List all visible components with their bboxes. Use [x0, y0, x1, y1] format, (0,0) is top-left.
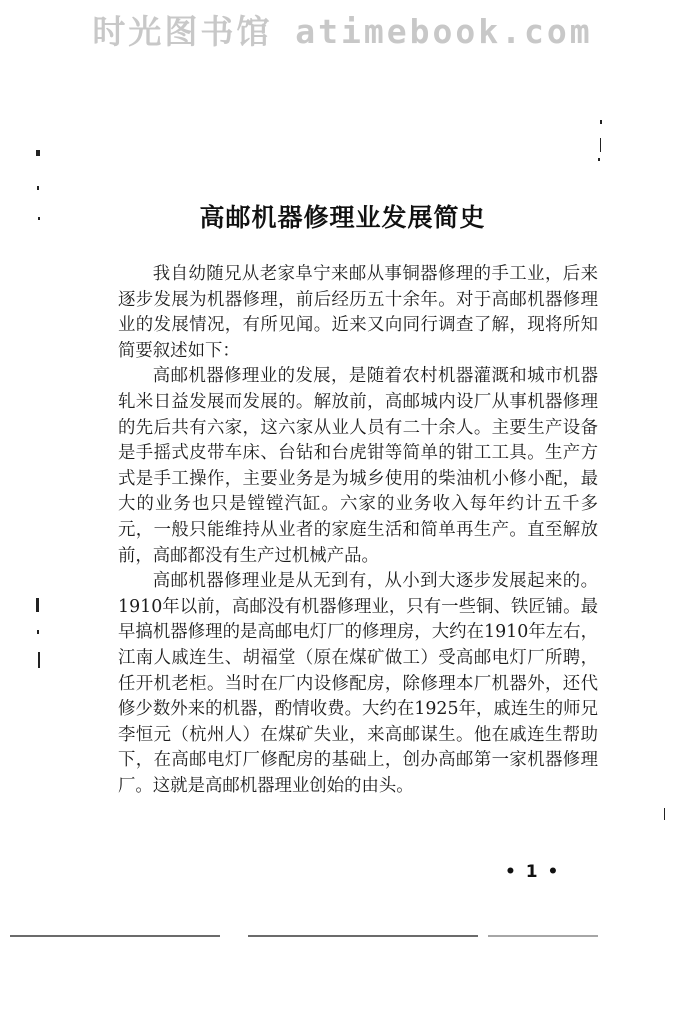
scan-speck [598, 158, 600, 161]
scan-speck [38, 652, 40, 668]
scan-line [10, 935, 220, 937]
scan-line [248, 935, 478, 937]
article-title: 高邮机器修理业发展简史 [199, 203, 486, 232]
paragraph-history: 高邮机器修理业是从无到有，从小到大逐步发展起来的。1910年以前，高邮没有机器修理业，只有一些铜、铁匠铺。最早搞机器修理的是高邮电灯厂的修理房，大约在1910年左右，江南人戚连生、胡福堂（原在煤矿做工）受高邮电灯厂所聘，任开机老柜。当时在厂内设修配房，除修理本厂机器外，还代修少数外来的机器，酌情收费。大约在1925年，戚连生的师兄李恒元（杭州人）在煤矿失业，来高邮谋生。他在戚连生帮助下，在高邮电灯厂修配房的基础上，创办高邮第一家机器修理厂。这就是高邮机器理业创始的由头。 [118, 571, 598, 796]
scan-speck [600, 138, 601, 152]
scan-speck [600, 120, 602, 124]
article-body [118, 262, 598, 799]
scan-speck [36, 598, 39, 612]
watermark: 时光图书馆 atimebook.com [92, 12, 593, 51]
scan-speck [37, 186, 39, 190]
scan-speck [36, 150, 40, 156]
scan-line [488, 935, 598, 937]
page-number: • 1 • [505, 862, 561, 882]
scan-speck [664, 808, 665, 820]
scan-speck [38, 217, 40, 220]
paragraph-development: 高邮机器修理业的发展，是随着农村机器灌溉和城市机器轧米日益发展而发展的。解放前，高邮城内设厂从事机器修理的先后共有六家，这六家从业人员有二十余人。主要生产设备是手摇式皮带车床、台钻和台虎钳等简单的钳工工具。生产方式是手工操作，主要业务是为城乡使用的柴油机小修小配，最大的业务也只是镗镗汽缸。六家的业务收入每年约计五千多元，一般只能维持从业者的家庭生活和简单再生产。直至解放前，高邮都没有生产过机械产品。 [118, 366, 598, 566]
scan-speck [37, 630, 39, 634]
paragraph-intro: 我自幼随兄从老家阜宁来邮从事铜器修理的手工业，后来逐步发展为机器修理，前后经历五十余年。对于高邮机器修理业的发展情况，有所见闻。近来又向同行调查了解，现将所知简要叙述如下： [118, 264, 598, 361]
